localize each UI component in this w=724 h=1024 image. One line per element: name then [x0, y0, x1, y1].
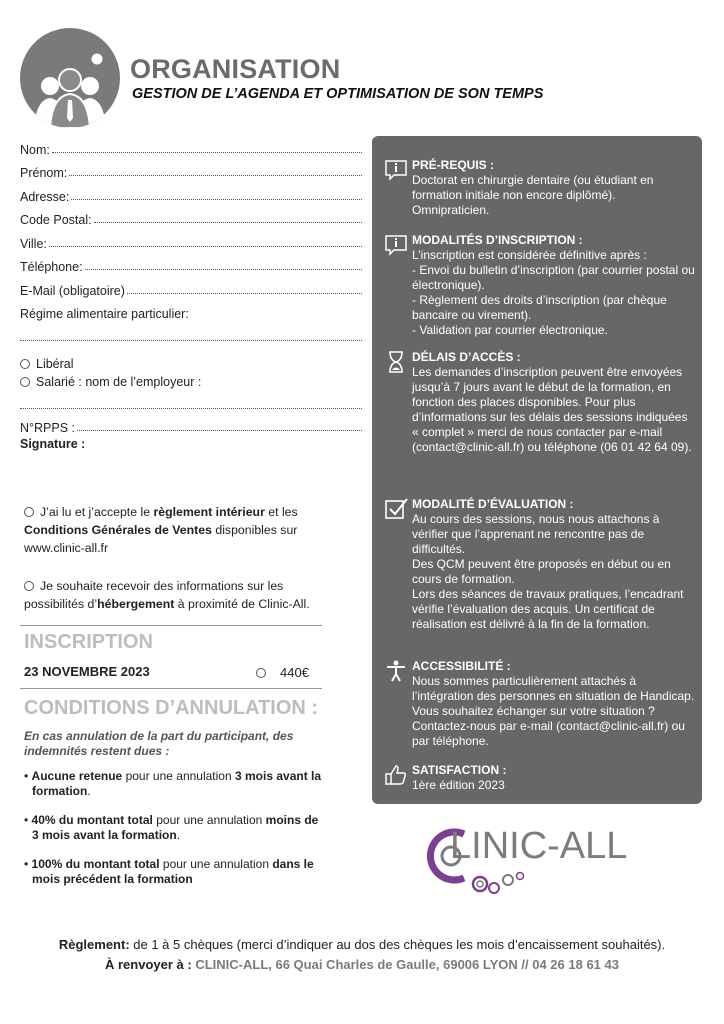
inscription-heading: INSCRIPTION — [24, 631, 153, 653]
payment-info: Règlement: de 1 à 5 chèques (merci d’indiquer au dos des chèques les mois d’encaissement souhaités). — [58, 937, 666, 952]
radio-accept-terms[interactable] — [24, 507, 34, 517]
employer-field[interactable] — [20, 391, 362, 409]
name-field[interactable]: Nom: — [20, 133, 362, 157]
gear-icon — [80, 42, 114, 76]
list-item: • 100% du montant total pour une annulation dans le mois précédent la formation — [24, 857, 314, 886]
thumbs-up-icon — [384, 763, 408, 787]
liberal-option[interactable]: Libéral — [20, 355, 362, 373]
signature-label: Signature : — [20, 437, 86, 451]
info-bubble-icon — [384, 233, 408, 257]
postal-code-field[interactable]: Code Postal: — [20, 204, 362, 228]
registration-form — [20, 133, 362, 451]
radio-liberal[interactable] — [20, 359, 30, 369]
page-title: ORGANISATION — [130, 54, 341, 84]
cancellation-intro: En cas annulation de la part du participant, des indemnités restent dues : — [24, 729, 294, 758]
return-address: À renvoyer à : CLINIC-ALL, 66 Quai Charles de Gaulle, 69006 LYON // 04 26 18 61 43 — [105, 957, 619, 972]
radio-price[interactable] — [256, 668, 266, 678]
prerequisites-section: PRÉ-REQUIS : Doctorat en chirurgie dentaire (ou étudiant en formation initiale non encore diplômé). Omnipraticien. — [384, 158, 696, 218]
accommodation-option[interactable]: Je souhaite recevoir des informations sur les possibilités d’hébergement à proximité de Clinic-All. — [24, 579, 310, 611]
info-bubble-icon — [384, 158, 408, 182]
divider — [20, 625, 322, 626]
firstname-field[interactable]: Prénom: — [20, 157, 362, 181]
list-item: • 40% du montant total pour une annulation moins de 3 mois avant la formation. — [24, 813, 319, 842]
hourglass-icon — [384, 350, 408, 374]
registration-section: MODALITÉS D’INSCRIPTION : L’inscription est considérée définitive après : - Envoi du bulletin d’inscription (par courrier postal ou électronique). - Règlement des droits d’inscription (par chèque bancaire ou virement). - Validation par courrier électronique. — [384, 233, 696, 338]
accessibility-section: ACCESSIBILITÉ : Nous sommes particulièrement attachés à l’intégration des personnes en situation de Handicap. Vous souhaitez échanger sur votre situation ? Contactez-nous par e-mail (contact@clinic-all.fr) ou par téléphone. — [384, 659, 696, 749]
evaluation-section: MODALITÉ D’ÉVALUATION : Au cours des sessions, nous nous attachons à vérifier que l’apprenant ne rencontre pas de difficultés. Des QCM peuvent être proposés en début ou en cours de formation. Lors des séances de travaux pratiques, l’encadrant vérifie l’évaluation des acquis. Un certificat de réalisation est délivré à la fin de la formation. — [384, 497, 696, 632]
satisfaction-section: SATISFACTION : 1ère édition 2023 — [384, 763, 696, 793]
price-option[interactable]: 440€ — [256, 665, 309, 680]
info-panel — [372, 136, 702, 804]
diet-label: Régime alimentaire particulier: — [20, 307, 189, 321]
acceptance-block — [24, 503, 334, 633]
city-field[interactable]: Ville: — [20, 227, 362, 251]
radio-salarie[interactable] — [20, 377, 30, 387]
checkbox-icon — [384, 497, 408, 521]
cancellation-heading: CONDITIONS D’ANNULATION : — [24, 697, 319, 719]
access-delay-section: DÉLAIS D’ACCÈS : Les demandes d’inscription peuvent être envoyées jusqu’à 7 jours avant le début de la formation, en fonction des places disponibles. Pour plus d’informations sur les délais des sessions indiquées « complet » merci de nous contacter par e-mail (contact@clinic-all.fr) ou téléphone (06 01 42 64 09). — [384, 350, 696, 455]
list-item: • Aucune retenue pour une annulation 3 mois avant la formation. — [24, 769, 322, 798]
phone-field[interactable]: Téléphone: — [20, 251, 362, 275]
rpps-field[interactable]: N°RPPS : — [20, 417, 362, 435]
page-subtitle: GESTION DE L’AGENDA ET OPTIMISATION DE SON TEMPS — [132, 86, 544, 102]
email-field[interactable]: E-Mail (obligatoire) — [20, 274, 362, 298]
cancellation-list — [24, 769, 324, 901]
accessibility-icon — [384, 659, 408, 683]
inscription-date: 23 NOVEMBRE 2023 — [24, 664, 150, 679]
accept-terms-option[interactable]: J’ai lu et j’accepte le règlement intérieur et les Conditions Générales de Ventes disponibles sur www.clinic-all.fr — [24, 505, 298, 555]
salarie-option[interactable]: Salarié : nom de l’employeur : — [20, 373, 362, 391]
divider — [20, 688, 322, 689]
clinic-all-wordmark: LINIC-ALL — [450, 825, 628, 867]
diet-field[interactable] — [20, 321, 362, 341]
address-field[interactable]: Adresse: — [20, 180, 362, 204]
radio-accommodation[interactable] — [24, 581, 34, 591]
